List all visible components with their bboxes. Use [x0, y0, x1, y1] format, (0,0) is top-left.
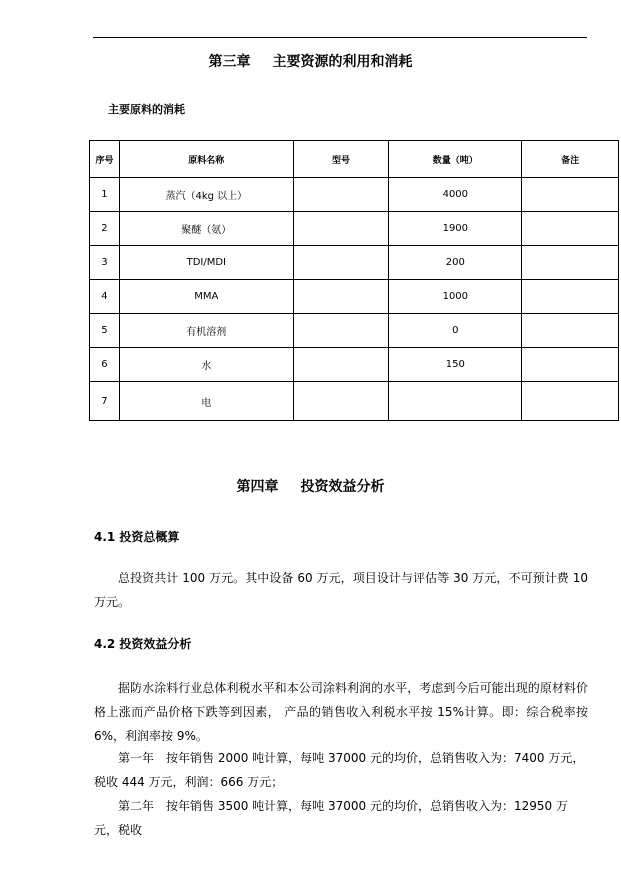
chapter4-heading: 投资效益分析: [300, 479, 385, 495]
cell-qty: [389, 382, 522, 421]
cell-note: [522, 246, 619, 280]
header-no: 序号: [90, 141, 120, 178]
chapter4-number: 第四章: [236, 479, 279, 495]
table-row: [90, 280, 619, 314]
cell-no: 6: [90, 348, 120, 382]
chapter4-title: [0, 476, 621, 496]
header-note: 备注: [522, 141, 619, 178]
year1-label: 第一年: [118, 751, 155, 765]
cell-qty: 200: [389, 246, 522, 280]
cell-name: MMA: [119, 280, 293, 314]
cell-model: [293, 348, 389, 382]
cell-model: [293, 382, 389, 421]
cell-note: [522, 280, 619, 314]
cell-qty: 1000: [389, 280, 522, 314]
chapter3-number: 第三章: [208, 54, 251, 70]
cell-name: 有机溶剂: [119, 314, 293, 348]
chapter3-title: [0, 51, 621, 71]
table-row: [90, 314, 619, 348]
table-row: [90, 246, 619, 280]
cell-note: [522, 314, 619, 348]
year2-text: 按年销售 3500 吨计算，每吨 37000 元的均价，总销售收入为：12950 万元，税收: [94, 799, 568, 837]
cell-name: 电: [119, 382, 293, 421]
section-4-2-heading: 4.2 投资效益分析: [94, 637, 192, 651]
cell-qty: 150: [389, 348, 522, 382]
cell-no: 1: [90, 178, 120, 212]
top-rule: [93, 37, 587, 38]
cell-qty: 1900: [389, 212, 522, 246]
cell-qty: 0: [389, 314, 522, 348]
table-row: [90, 212, 619, 246]
cell-model: [293, 280, 389, 314]
header-name: 原料名称: [119, 141, 293, 178]
year2-paragraph: [94, 794, 588, 842]
cell-name: 水: [119, 348, 293, 382]
table-row: [90, 348, 619, 382]
cell-note: [522, 212, 619, 246]
table-header-row: [90, 141, 619, 178]
cell-name: 聚醚（氨）: [119, 212, 293, 246]
cell-name: 蒸汽（4kg 以上）: [119, 178, 293, 212]
cell-no: 2: [90, 212, 120, 246]
header-qty: 数量（吨）: [389, 141, 522, 178]
table-row: [90, 178, 619, 212]
cell-model: [293, 246, 389, 280]
cell-no: 7: [90, 382, 120, 421]
year2-label: 第二年: [118, 799, 155, 813]
header-model: 型号: [293, 141, 389, 178]
cell-note: [522, 348, 619, 382]
cell-note: [522, 382, 619, 421]
cell-model: [293, 314, 389, 348]
cell-model: [293, 178, 389, 212]
cell-no: 3: [90, 246, 120, 280]
cell-no: 4: [90, 280, 120, 314]
table-row: [90, 382, 619, 421]
section-4-2-text: 据防水涂料行业总体利税水平和本公司涂料利润的水平，考虑到今后可能出现的原材料价格上涨而产品价格下跌等到因素， 产品的销售收入利税水平按 15%计算。即：综合税率按 6%，利润率按 9%。: [94, 681, 588, 743]
year1-paragraph: [94, 746, 588, 794]
year1-text: 按年销售 2000 吨计算，每吨 37000 元的均价，总销售收入为：7400 万元，税收 444 万元，利润：666 万元；: [94, 751, 585, 789]
chapter3-heading: 主要资源的利用和消耗: [272, 54, 413, 70]
cell-no: 5: [90, 314, 120, 348]
section-4-1-heading: 4.1 投资总概算: [94, 530, 180, 544]
cell-qty: 4000: [389, 178, 522, 212]
section-4-1-text: 总投资共计 100 万元。其中设备 60 万元，项目设计与评估等 30 万元，不可预计费 10 万元。: [94, 571, 588, 609]
materials-subheading: 主要原料的消耗: [108, 103, 185, 116]
cell-note: [522, 178, 619, 212]
cell-model: [293, 212, 389, 246]
cell-name: TDI/MDI: [119, 246, 293, 280]
materials-table: [89, 140, 619, 421]
